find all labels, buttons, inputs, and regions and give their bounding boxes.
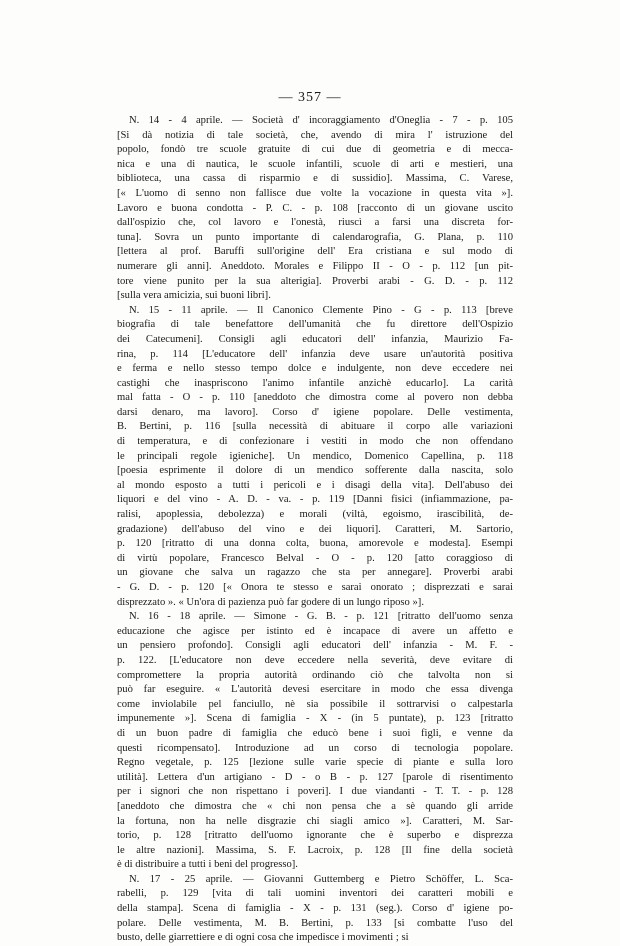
text-line: dei Catecumeni]. Consigli agli educatori dell' infanzia, Maurizio Fa- [117,333,513,345]
text-line: popolo, fondò tre scuole gratuite di cui due di geometria e di mecca- [117,144,513,156]
text-line: disprezzato ». « Un'ora di pazienza può far godere di un lungo riposo »]. [117,596,424,608]
text-line: gradazione) dell'abuso del vino e dei liquori]. Caratteri, M. Sartorio, [117,523,513,535]
text-line: B. Bertini, p. 116 [sulla necessità di abituare il corpo alle variazioni [117,421,513,433]
text-line: può far eseguire. « L'autorità devesi esercitare in modo che essa divenga [117,684,513,696]
text-line: liquori e del vino - A. D. - va. - p. 119 [Danni fisici (infiammazione, pa- [117,494,513,506]
text-line: di un buon padre di famiglia che educò bene i suoi figli, e venne da [117,727,513,739]
text-line: compromettere la propria autorità ordinando ciò che talvolta non si [117,669,513,681]
text-line: N. 16 - 18 aprile. — Simone - G. B. - p. 121 [ritratto dell'uomo senza [129,611,513,623]
text-line: le altre nazioni]. Massima, S. F. Lacroix, p. 128 [Il fine della società [117,844,513,856]
text-line: per i signori che non rispettano i poveri]. I due viandanti - T. T. - p. 128 [117,786,513,798]
text-line: castighi che inaspriscono l'animo infantile anzichè educarlo]. La carità [117,377,513,389]
text-line: [poesia esprimente il dolore di un mendico sofferente dalla nascita, solo [117,465,513,477]
text-line: tore viene punito per la sua alterigia]. Proverbi arabi - G. D. - p. 112 [117,275,513,287]
text-line: p. 120 [ritratto di una donna colta, buona, amorevole e modesta]. Esempi [117,538,513,550]
text-line: darsi denaro, ma lavoro]. Corso d' igiene popolare. Delle vestimenta, [117,406,513,418]
text-line: di temperatura, e di confezionare i vestiti in modo che non offendano [117,436,513,448]
text-line: N. 15 - 11 aprile. — Il Canonico Clemente Pino - G - p. 113 [breve [129,304,513,316]
text-line: la fortuna, non ha nelle disgrazie chi siagli amico »]. Caratteri, M. Sar- [117,815,513,827]
text-line: le principali regole igieniche]. Un mendico, Domenico Capellina, p. 118 [117,450,513,462]
text-line: torio, p. 128 [ritratto dell'uomo ignorante che è superbo e disprezza [117,830,513,842]
text-line: ralisi, apoplessia, debolezza) e morali (viltà, egoismo, irascibilità, de- [117,509,513,521]
text-line: biografia di tale benefattore dell'umanità che fu direttore dell'Ospizio [117,319,513,331]
text-line: [aneddoto che dimostra che « chi non pensa che a sè quando gli arride [117,800,513,812]
text-line: è di distribuire a tutti i beni del progresso]. [117,859,298,871]
text-line: p. 122. [L'educatore non deve eccedere nella severità, deve evitare di [117,654,513,666]
text-line: Regno vegetale, p. 125 [lezione sulle varie specie di piante e sulla loro [117,757,513,769]
text-line: un pensiero profondo]. Consigli agli educatori dell' infanzia - M. F. - [117,640,513,652]
text-line: busto, delle giarrettiere e di ogni cosa che impedisce i movimenti ; si [117,932,409,944]
text-line: biblioteca, una cassa di risparmio e di sussidio]. Massima, C. Varese, [117,173,513,185]
text-line: [sulla vera amicizia, sui buoni libri]. [117,290,271,302]
text-line: nica e una di nautica, le scuole infantili, scuole di arti e mestieri, una [117,158,513,170]
text-line: impunemente »]. Scena di famiglia - X - (in 5 puntate), p. 123 [ritratto [117,713,513,725]
text-line: rabelli, p. 129 [vita di tali uomini inventori dei caratteri mobili e [117,888,513,900]
text-line: [« L'uomo di senno non fallisce due volte la vocazione in questa vita »]. [117,187,513,199]
page-number: — 357 — [278,90,342,105]
text-line: mal fatta - O - p. 110 [aneddoto che dimostra come al povero non debba [117,392,513,404]
text-line: questi ricompensato]. Introduzione ad un corso di tecnologia popolare. [117,742,513,754]
text-line: utilità]. Lettera d'un artigiano - D - o B - p. 127 [parole di risentimento [117,771,513,783]
text-line: - G. D. - p. 120 [« Onora te stesso e sarai onorato ; disprezzati e sarai [117,582,513,593]
text-line: al mondo esposto a tutti i pericoli e i disagi della vita]. Dell'abuso dei [117,479,513,491]
text-line: della stampa]. Scena di famiglia - X - p. 131 (seg.). Corso d' igiene po- [117,903,513,915]
text-line: polare. Delle vestimenta, M. B. Bertini, p. 133 [si combatte l'uso del [117,917,513,929]
text-line: [Si dà notizia di tale società, che, avendo di mira l' istruzione del [117,129,513,141]
text-line: dall'ospizio che, col lavoro e l'onestà, riuscì a farsi una discreta for- [117,217,513,229]
text-line: N. 17 - 25 aprile. — Giovanni Guttemberg e Pietro Schöffer, L. Sca- [129,873,513,885]
text-line: come inviolabile pel fanciullo, nè sia possibile il sottrarvisi o calpestarla [117,698,513,710]
text-line: numerare gli anni]. Aneddoto. Morales e Filippo II - O - p. 112 [un pit- [117,260,513,272]
text-line: [lettera al prof. Baruffi sull'origine dell' Era cristiana e sul modo di [117,246,513,258]
text-line: e ferma e nello stesso tempo dolce e indulgente, non deve eccedere nei [117,363,513,375]
text-line: di virtù popolare, Francesco Belval - O - p. 120 [atto coraggioso di [117,552,513,564]
text-line: educazione che agisce per istinto ed è incapace di avere un affetto e [117,625,513,637]
text-line: Lavoro e buona condotta - P. C. - p. 108 [racconto di un giovane uscito [117,202,513,214]
text-line: un giovane che salva un ragazzo che sta per annegare]. Proverbi arabi [117,567,513,579]
body-text [117,114,513,946]
text-line: tuna]. Sovra un punto importante di calendarografia, G. Plana, p. 110 [117,231,513,243]
text-line: rina, p. 114 [L'educatore dell' infanzia deve usare un'autorità positiva [117,348,513,360]
text-line: N. 14 - 4 aprile. — Società d' incoraggiamento d'Oneglia - 7 - p. 105 [129,115,513,126]
